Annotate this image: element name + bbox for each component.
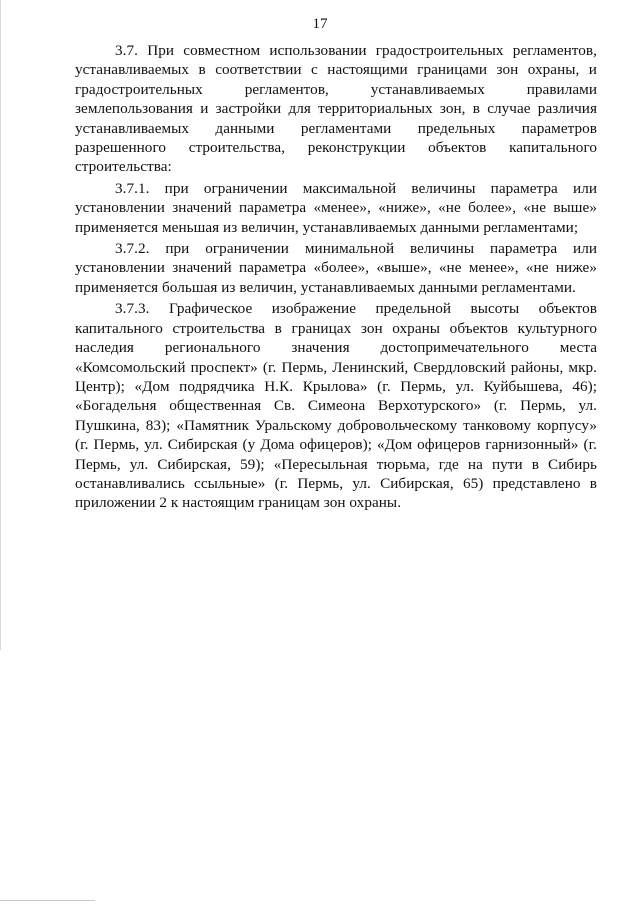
paragraph-3-7-2: 3.7.2. при ограничении минимальной величины параметра или установлении значений параметра «более», «выше», «не менее», «не ниже» применяется большая из величин, устанавливаемых данными регламентами.: [75, 240, 597, 296]
bottom-rule: [0, 900, 95, 901]
paragraph-3-7-3: 3.7.3. Графическое изображение предельной высоты объектов капитального строительства в границах зон охраны объектов культурного наследия регионального значения достопримечательного места «Комсомольский проспект» (г. Пермь, Ленинский, Свердловский районы, мкр. Центр); «Дом подрядчика Н.К. Крылова» (г. Пермь, ул. Куйбышева, 46); «Богадельня общественная Св. Симеона Верхотурского» (г. Пермь, ул. Пушкина, 83); «Памятник Уральскому добровольческому танковому корпусу» (г. Пермь, ул. Сибирская (у Дома офицеров); «Дом офицеров гарнизонный» (г. Пермь, ул. Сибирская, 59); «Пересыльная тюрьма, где на пути в Сибирь останавливались ссыльные» (г. Пермь, ул. Сибирская, 65) представлено в приложении 2 к настоящим границам зон охраны.: [75, 300, 597, 512]
scan-edge-line: [0, 0, 1, 650]
page-number: 17: [312, 16, 328, 32]
document-body: [75, 41, 597, 515]
paragraph-3-7-1: 3.7.1. при ограничении максимальной величины параметра или установлении значений параметра «менее», «ниже», «не более», «не выше» применяется меньшая из величин, устанавливаемых данными регламентами;: [75, 179, 597, 236]
paragraph-3-7: 3.7. При совместном использовании градостроительных регламентов, устанавливаемых в соответствии с настоящими границами зон охраны, и градостроительных регламентов, устанавливаемых правилами землепользования и застройки для территориальных зон, в случае различия устанавливаемых данными регламентами предельных параметров разрешенного строительства, реконструкции объектов капитального строительства:: [75, 42, 597, 176]
